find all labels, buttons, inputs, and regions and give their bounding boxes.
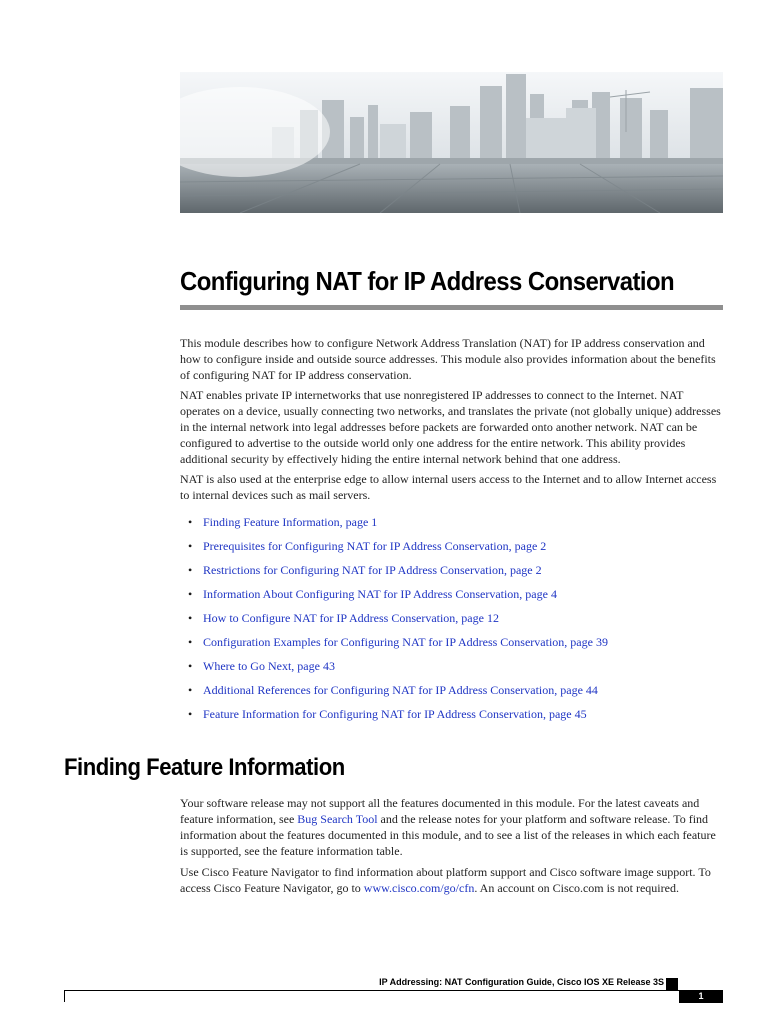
toc-link[interactable]: How to Configure NAT for IP Address Conservation, page 12 xyxy=(203,611,499,625)
bullet-icon: • xyxy=(188,539,193,553)
header-banner-image xyxy=(180,72,723,213)
section-paragraph-2-text-a: Use Cisco Feature Navigator to find information about platform support and Cisco software image support. To access Cisco Feature Navigator, go to xyxy=(180,865,711,895)
footer-rule xyxy=(64,990,679,991)
bug-search-tool-link[interactable]: Bug Search Tool xyxy=(297,812,378,826)
bullet-icon: • xyxy=(188,563,193,577)
bullet-icon: • xyxy=(188,587,193,601)
toc-item[interactable] xyxy=(188,633,728,657)
section-paragraph-1-text-b: and the release notes for your platform and software release. To find information about the features documented in this module, and to see a list of the releases in which each feature is supported, see the feature information table. xyxy=(180,812,716,858)
toc-link[interactable]: Information About Configuring NAT for IP Address Conservation, page 4 xyxy=(203,587,557,601)
toc-link[interactable]: Configuration Examples for Configuring NAT for IP Address Conservation, page 39 xyxy=(203,635,608,649)
toc-link[interactable]: Feature Information for Configuring NAT for IP Address Conservation, page 45 xyxy=(203,707,587,721)
module-contents-list xyxy=(188,513,728,729)
bullet-icon: • xyxy=(188,683,193,697)
section-title: Finding Feature Information xyxy=(64,754,345,781)
title-rule xyxy=(180,305,723,310)
toc-item[interactable] xyxy=(188,537,728,561)
bullet-icon: • xyxy=(188,635,193,649)
toc-item[interactable] xyxy=(188,513,728,537)
toc-item[interactable] xyxy=(188,585,728,609)
page-number: 1 xyxy=(679,990,723,1003)
intro-paragraph-2: NAT enables private IP internetworks that use nonregistered IP addresses to connect to the Internet. NAT operates on a device, usually connecting two networks, and translates the private (not globally unique) addresses in the internal network into legal addresses before packets are forwarded onto another network. NAT can be configured to advertise to the outside world only one address for the entire network. This ability provides additional security by effectively hiding the entire internal network behind that one address. xyxy=(180,388,721,466)
toc-link[interactable]: Where to Go Next, page 43 xyxy=(203,659,335,673)
city-skyline-illustration xyxy=(180,72,723,213)
bullet-icon: • xyxy=(188,707,193,721)
section-paragraph-2-text-b: . An account on Cisco.com is not required. xyxy=(474,881,679,895)
intro-paragraph-3: NAT is also used at the enterprise edge to allow internal users access to the Internet and to allow Internet access to internal devices such as mail servers. xyxy=(180,472,717,502)
section-paragraph-1 xyxy=(180,795,725,859)
toc-item[interactable] xyxy=(188,609,728,633)
intro-paragraph-1: This module describes how to configure Network Address Translation (NAT) for IP address conservation and how to configure inside and outside source addresses. This module also provides information about the benefits of configuring NAT for IP address conservation. xyxy=(180,336,716,382)
cisco-cfn-link[interactable]: www.cisco.com/go/cfn xyxy=(363,881,475,895)
bullet-icon: • xyxy=(188,611,193,625)
section-paragraph-1-text-a: Your software release may not support all the features documented in this module. For the latest caveats and feature information, see xyxy=(180,796,700,826)
toc-item[interactable] xyxy=(188,561,728,585)
toc-item[interactable] xyxy=(188,681,728,705)
bullet-icon: • xyxy=(188,515,193,529)
chapter-title: Configuring NAT for IP Address Conservation xyxy=(180,266,675,296)
toc-item[interactable] xyxy=(188,657,728,681)
toc-link[interactable]: Restrictions for Configuring NAT for IP Address Conservation, page 2 xyxy=(203,563,542,577)
footer-guide-title: IP Addressing: NAT Configuration Guide, Cisco IOS XE Release 3S xyxy=(379,977,664,987)
toc-link[interactable]: Additional References for Configuring NAT for IP Address Conservation, page 44 xyxy=(203,683,598,697)
toc-link[interactable]: Finding Feature Information, page 1 xyxy=(203,515,378,529)
toc-link[interactable]: Prerequisites for Configuring NAT for IP Address Conservation, page 2 xyxy=(203,539,547,553)
bullet-icon: • xyxy=(188,659,193,673)
footer-tick xyxy=(64,990,65,1002)
section-paragraph-2 xyxy=(180,864,725,896)
toc-item[interactable] xyxy=(188,705,728,729)
